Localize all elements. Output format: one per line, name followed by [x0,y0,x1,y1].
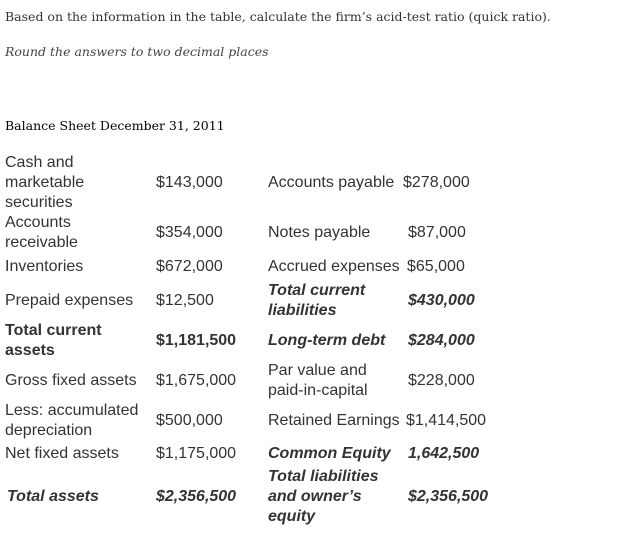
liab-label-par-value: paid-in-capital [268,382,368,399]
liab-value-accounts-payable: $278,000 [403,174,470,191]
table-title: Balance Sheet December 31, 2011 [5,118,225,133]
asset-value-net-fixed: $1,175,000 [156,445,237,462]
asset-label-cash: marketable [5,174,85,191]
liab-label-accrued: Accrued expenses [268,258,400,275]
liab-value-total-current: $430,000 [408,292,475,309]
liab-label-total-liabilities-equity: equity [268,508,316,525]
liab-label-retained-earnings: Retained Earnings [268,412,400,429]
asset-value-inventories: $672,000 [156,258,223,275]
liab-label-common-equity: Common Equity [268,445,391,462]
asset-value-prepaid: $12,500 [156,292,214,309]
asset-label-cash: securities [5,194,73,211]
liab-label-total-liabilities-equity: Total liabilities [268,468,379,485]
liab-label-total-liabilities-equity: and owner’s [268,488,362,505]
liab-label-par-value: Par value and [268,362,367,379]
liab-value-total-liabilities-equity: $2,356,500 [408,488,489,505]
liab-value-notes-payable: $87,000 [408,224,466,241]
asset-value-depreciation: $500,000 [156,412,223,429]
asset-value-total-current: $1,181,500 [156,332,237,349]
asset-label-depreciation: depreciation [5,422,93,439]
liab-value-retained-earnings: $1,414,500 [406,412,487,429]
asset-label-depreciation: Less: accumulated [5,402,139,419]
asset-label-receivable: Accounts [5,214,71,231]
liab-value-accrued: $65,000 [407,258,465,275]
asset-label-cash: Cash and [5,154,74,171]
asset-label-net-fixed: Net fixed assets [5,445,119,462]
asset-label-receivable: receivable [5,234,78,251]
asset-label-total-current: assets [5,342,55,359]
asset-label-total-current: Total current [5,322,102,339]
liab-label-total-current: liabilities [268,302,337,319]
liab-label-notes-payable: Notes payable [268,224,371,241]
liab-label-accounts-payable: Accounts payable [268,174,395,191]
rounding-note: Round the answers to two decimal places [5,44,269,59]
liab-label-long-term-debt: Long-term debt [268,332,386,349]
liab-label-total-current: Total current [268,282,366,299]
liab-value-long-term-debt: $284,000 [408,332,475,349]
liab-value-par-value: $228,000 [408,372,475,389]
asset-value-cash: $143,000 [156,174,223,191]
question-prompt: Based on the information in the table, calculate the firm’s acid-test ratio (quick ratio). [5,9,551,24]
asset-label-prepaid: Prepaid expenses [5,292,134,309]
asset-value-gross-fixed: $1,675,000 [156,372,237,389]
asset-label-inventories: Inventories [5,258,84,275]
asset-label-total-assets: Total assets [7,488,99,505]
liab-value-common-equity: 1,642,500 [408,445,480,462]
asset-value-receivable: $354,000 [156,224,223,241]
asset-label-gross-fixed: Gross fixed assets [5,372,137,389]
asset-value-total-assets: $2,356,500 [156,488,237,505]
